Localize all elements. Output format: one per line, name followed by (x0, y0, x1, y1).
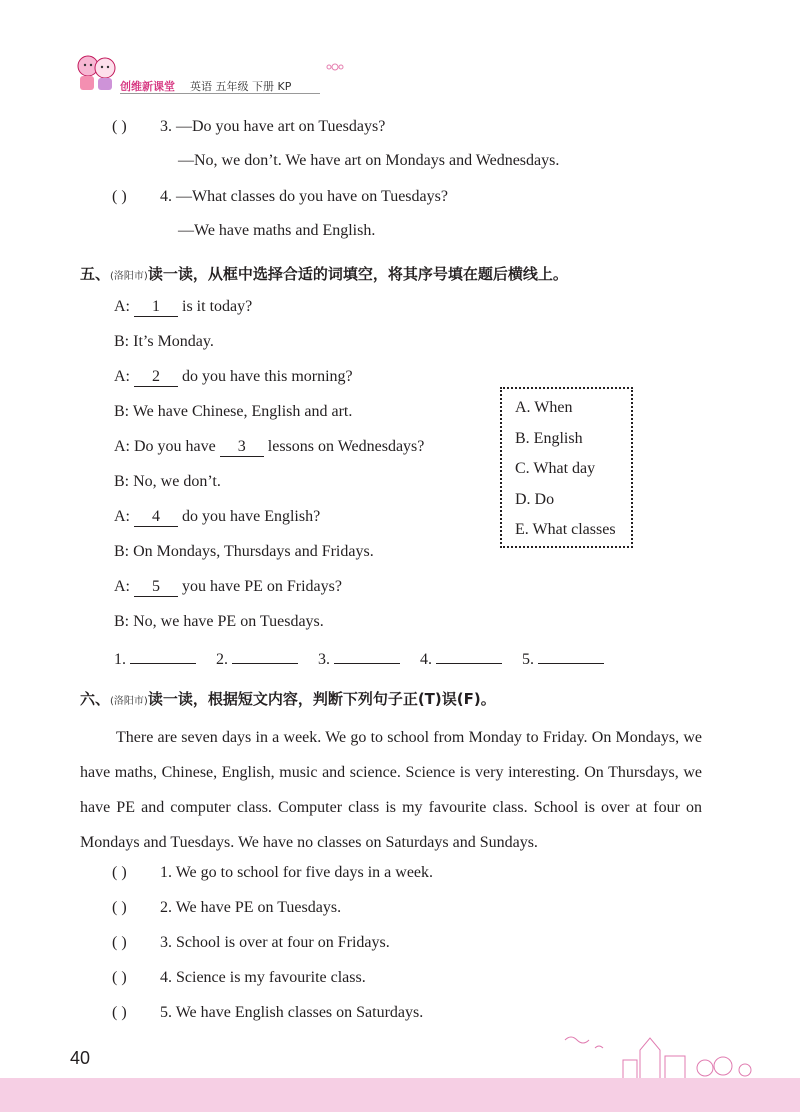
answer-text: —We have maths and English. (178, 222, 376, 239)
answer-line[interactable] (436, 649, 502, 664)
answer-line[interactable] (538, 649, 604, 664)
answer-line[interactable] (232, 649, 298, 664)
dialogue-line: B: No, we don’t. (114, 473, 221, 490)
fill-blank[interactable]: 2 (134, 368, 178, 387)
statement-text: 3. School is over at four on Fridays. (160, 934, 390, 951)
question-text: 3. —Do you have art on Tuesdays? (160, 118, 386, 135)
dialogue-line: A: 1 is it today? (114, 298, 253, 315)
option-item: E. What classes (515, 521, 616, 538)
answer-paren[interactable]: ( ) (112, 864, 127, 881)
statement-text: 4. Science is my favourite class. (160, 969, 366, 986)
answer-lines: 1. 2. 3. 4. 5. (114, 649, 604, 669)
section-number: 六、 (80, 690, 111, 708)
answer-paren[interactable]: ( ) (112, 118, 127, 135)
statement-text: 1. We go to school for five days in a week. (160, 864, 434, 881)
answer-paren[interactable]: ( ) (112, 969, 127, 986)
option-item: D. Do (515, 491, 555, 508)
answer-paren[interactable]: ( ) (112, 899, 127, 916)
dialogue-line: A: 4 do you have English? (114, 508, 321, 525)
answer-paren[interactable]: ( ) (112, 1004, 127, 1021)
answer-text: —No, we don’t. We have art on Mondays and Wednesdays. (178, 152, 560, 169)
dialogue-line: A: 5 you have PE on Fridays? (114, 578, 342, 595)
passage-text: There are seven days in a week. We go to school from Monday to Friday. On Mondays, we have maths, Chinese, English, music and science. Science is very interesting. On Thursdays, we have PE and computer class. Computer class is my favourite class. School is over at four on Mondays and Tuesdays. We have no classes on Saturdays and Sundays. (80, 729, 702, 851)
dialogue-line: B: It’s Monday. (114, 333, 214, 350)
dialogue-line: A: 2 do you have this morning? (114, 368, 353, 385)
option-item: B. English (515, 430, 583, 447)
dialogue-line: B: We have Chinese, English and art. (114, 403, 353, 420)
fill-blank[interactable]: 3 (220, 438, 264, 457)
dialogue-line: B: On Mondays, Thursdays and Fridays. (114, 543, 374, 560)
instruction: 读一读，从框中选择合适的词填空，将其序号填在题后横线上。 (147, 265, 568, 283)
question-text: 4. —What classes do you have on Tuesdays? (160, 188, 448, 205)
instruction: 读一读，根据短文内容，判断下列句子正(T)误(F)。 (147, 690, 496, 708)
section5-title (80, 263, 568, 284)
section-number: 五、 (80, 265, 111, 283)
reading-passage (80, 720, 702, 860)
flower-icon (325, 60, 345, 74)
fill-blank[interactable]: 1 (134, 298, 178, 317)
brand-name: 创维新课堂 (120, 80, 175, 93)
section6-title (80, 688, 496, 709)
statement-text: 5. We have English classes on Saturdays. (160, 1004, 424, 1021)
page-number: 40 (70, 1048, 91, 1068)
source-label: (洛阳市) (110, 271, 148, 282)
answer-line[interactable] (130, 649, 196, 664)
answer-paren[interactable]: ( ) (112, 188, 127, 205)
answer-line[interactable] (334, 649, 400, 664)
dialogue-line: B: No, we have PE on Tuesdays. (114, 613, 324, 630)
header-rule (120, 93, 320, 94)
fill-blank[interactable]: 4 (134, 508, 178, 527)
footer-band (0, 1078, 800, 1112)
source-label: (洛阳市) (110, 696, 148, 707)
statement-text: 2. We have PE on Tuesdays. (160, 899, 342, 916)
option-item: C. What day (515, 460, 596, 477)
answer-paren[interactable]: ( ) (112, 934, 127, 951)
subject-info: 英语 五年级 下册 KP (190, 80, 292, 93)
dialogue-line: A: Do you have 3 lessons on Wednesdays? (114, 438, 425, 455)
options-box (500, 387, 633, 548)
fill-blank[interactable]: 5 (134, 578, 178, 597)
cartoon-kids-icon (72, 48, 122, 96)
option-item: A. When (515, 399, 573, 416)
castle-decoration-icon (545, 1020, 785, 1080)
